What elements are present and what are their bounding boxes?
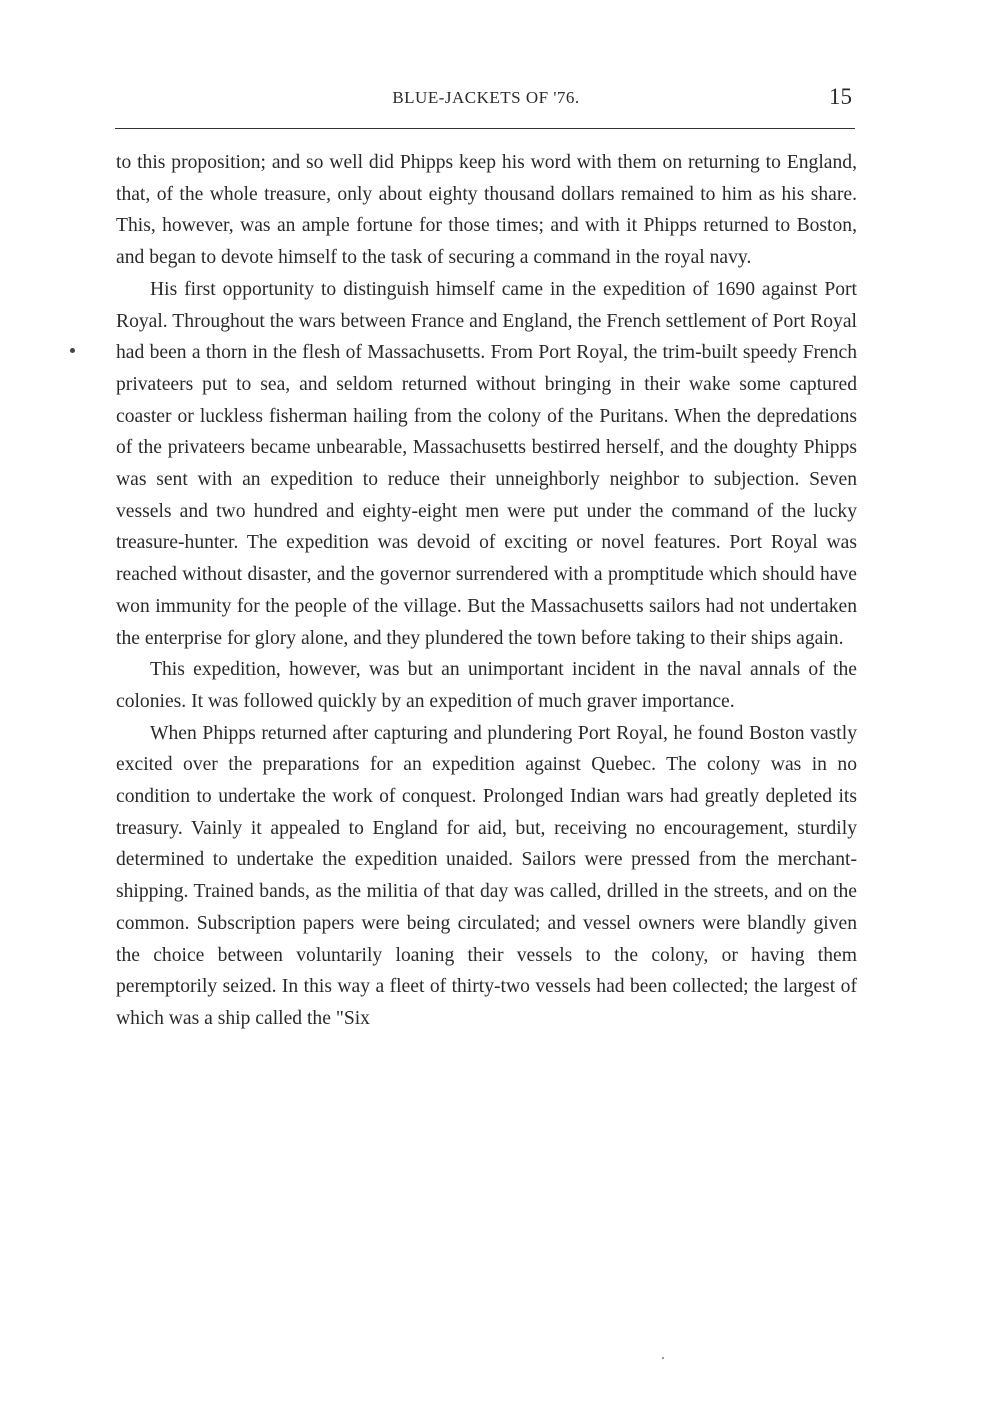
running-head	[115, 84, 857, 116]
paragraph: His first opportunity to distinguish himself came in the expedition of 1690 against Port Royal. Throughout the wars between France and England, the French settlement of Port Royal had been a thorn in the flesh of Massachusetts. From Port Royal, the trim-built speedy French privateers put to sea, and seldom returned without bringing in their wake some captured coaster or luckless fisherman hailing from the colony of the Puritans. When the depredations of the privateers became unbearable, Massachusetts bestirred herself, and the doughty Phipps was sent with an expedition to reduce their unneighborly neighbor to subjection. Seven vessels and two hundred and eighty-eight men were put under the command of the lucky treasure-hunter. The expedition was devoid of exciting or novel features. Port Royal was reached without disaster, and the governor surrendered with a promptitude which should have won immunity for the people of the village. But the Massachusetts sailors had not undertaken the enterprise for glory alone, and they plundered the town before taking to their ships again.	[116, 278, 857, 649]
paper-speck	[662, 1357, 664, 1359]
body-text	[116, 147, 857, 1035]
header-rule	[115, 128, 855, 129]
margin-mark	[70, 348, 75, 353]
paragraph-continued: to this proposition; and so well did Phipps keep his word with them on returning to England, that, of the whole treasure, only about eighty thousand dollars remained to him as his share. This, however, was an ample fortune for those times; and with it Phipps returned to Boston, and began to devote himself to the task of securing a command in the royal navy.	[116, 152, 857, 269]
paragraph: When Phipps returned after capturing and plundering Port Royal, he found Boston vastly excited over the preparations for an expedition against Quebec. The colony was in no condition to undertake the work of conquest. Prolonged Indian wars had greatly depleted its treasury. Vainly it appealed to England for aid, but, receiving no encouragement, sturdily determined to undertake the expedition unaided. Sailors were pressed from the merchant-shipping. Trained bands, as the militia of that day was called, drilled in the streets, and on the common. Subscription papers were being circulated; and vessel owners were blandly given the choice between voluntarily loaning their vessels to the colony, or having them peremptorily seized. In this way a fleet of thirty-two vessels had been collected; the largest of which was a ship called the "Six	[116, 722, 857, 1029]
paragraph: This expedition, however, was but an unimportant incident in the naval annals of the colonies. It was followed quickly by an expedition of much graver importance.	[116, 659, 857, 712]
page-number: 15	[829, 84, 852, 109]
running-title: BLUE-JACKETS OF '76.	[392, 88, 580, 107]
